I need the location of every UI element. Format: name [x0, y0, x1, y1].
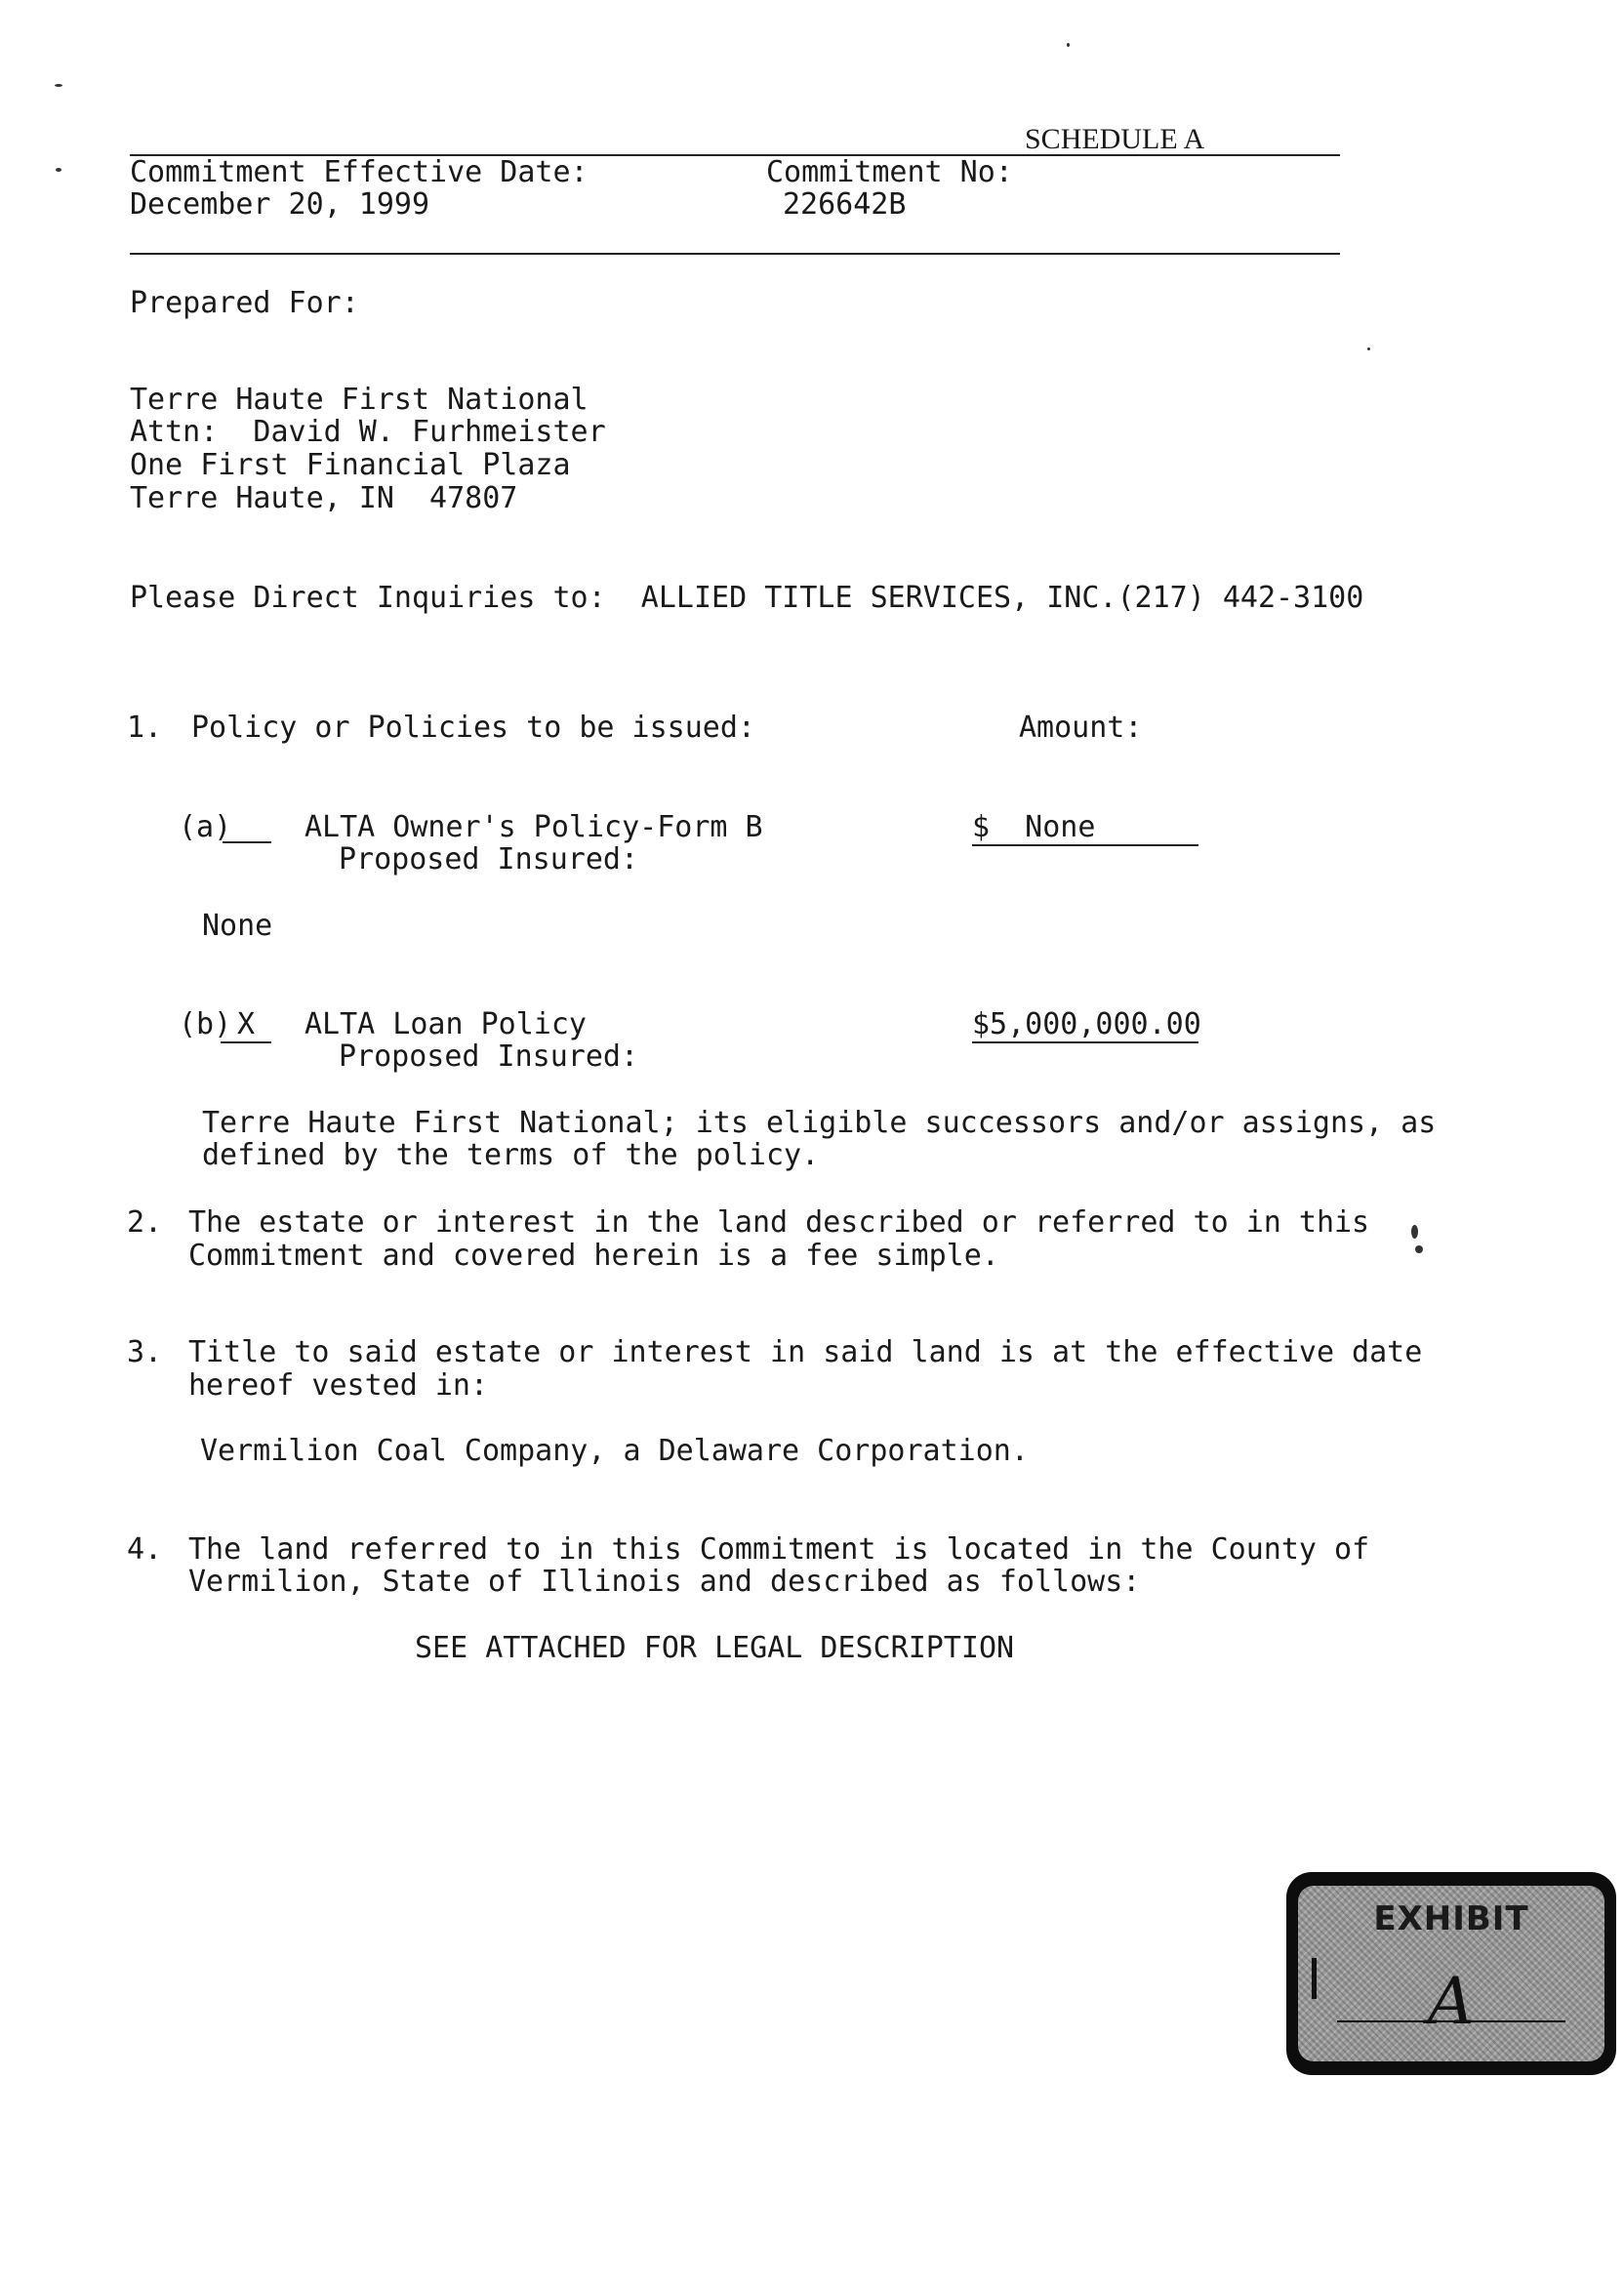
policy-b-proposed-label: Proposed Insured:: [339, 1039, 639, 1074]
addressee-line: Terre Haute First National: [130, 383, 589, 417]
scan-speck: [1367, 347, 1370, 350]
schedule-label: SCHEDULE A: [1025, 123, 1205, 155]
scan-speck: [1067, 43, 1070, 47]
exhibit-stamp-face: [1298, 1886, 1604, 2061]
inquiries-line: Please Direct Inquiries to: ALLIED TITLE SERVICES, INC.(217) 442-3100: [130, 581, 1364, 615]
item3-line: hereof vested in:: [188, 1368, 489, 1403]
exhibit-stamp-title: EXHIBIT: [1373, 1899, 1529, 1938]
effective-date-label: Commitment Effective Date:: [130, 155, 589, 189]
item1-number: 1.: [127, 711, 163, 745]
item4-line: Vermilion, State of Illinois and described as follows:: [188, 1565, 1141, 1599]
scan-speck: [56, 168, 61, 172]
item4-line: The land referred to in this Commitment is located in the County of: [188, 1532, 1370, 1567]
vested-owner: Vermilion Coal Company, a Delaware Corporation.: [200, 1434, 1029, 1468]
policy-a-marker: (a): [179, 810, 232, 844]
policy-a-insured: None: [202, 909, 273, 943]
commitment-no: 226642B: [783, 187, 907, 222]
addressee-line: Attn: David W. Furhmeister: [130, 415, 606, 449]
prepared-for-label: Prepared For:: [130, 286, 359, 320]
item2-number: 2.: [127, 1205, 163, 1240]
item3-line: Title to said estate or interest in said land is at the effective date: [188, 1335, 1423, 1369]
exhibit-stamp-line: [1337, 2020, 1565, 2022]
header-bottom-rule: [130, 253, 1340, 255]
policy-b-amount: $5,000,000.00: [972, 1007, 1201, 1041]
policy-a-name: ALTA Owner's Policy-Form B: [304, 810, 763, 844]
policy-a-check: [223, 811, 271, 843]
policy-b-marker: (b): [179, 1007, 232, 1041]
item3-number: 3.: [127, 1335, 163, 1369]
policy-a-amount: $ None: [972, 811, 1198, 846]
scan-speck: [55, 84, 62, 87]
policy-b-insured-line: Terre Haute First National; its eligible successors and/or assigns, as: [202, 1106, 1437, 1140]
scan-speck: [1415, 1245, 1423, 1253]
policy-b-name: ALTA Loan Policy: [304, 1007, 587, 1041]
item2-line: Commitment and covered herein is a fee simple.: [188, 1239, 999, 1273]
legal-description-note: SEE ATTACHED FOR LEGAL DESCRIPTION: [415, 1631, 1015, 1665]
item4-number: 4.: [127, 1532, 163, 1567]
exhibit-stamp: [1286, 1872, 1616, 2075]
commitment-no-label: Commitment No:: [766, 155, 1013, 189]
addressee-line: One First Financial Plaza: [130, 448, 571, 482]
policy-b-check: X: [221, 1008, 271, 1043]
policy-a-proposed-label: Proposed Insured:: [339, 842, 639, 876]
effective-date: December 20, 1999: [130, 187, 430, 222]
addressee-line: Terre Haute, IN 47807: [130, 481, 518, 515]
policy-b-insured-line: defined by the terms of the policy.: [202, 1138, 820, 1172]
scan-speck: [1411, 1225, 1418, 1239]
item1-text: Policy or Policies to be issued:: [191, 711, 755, 745]
item2-line: The estate or interest in the land described or referred to in this: [188, 1205, 1370, 1240]
exhibit-stamp-letter: A: [1428, 1964, 1475, 2039]
amount-label: Amount:: [1019, 711, 1143, 745]
